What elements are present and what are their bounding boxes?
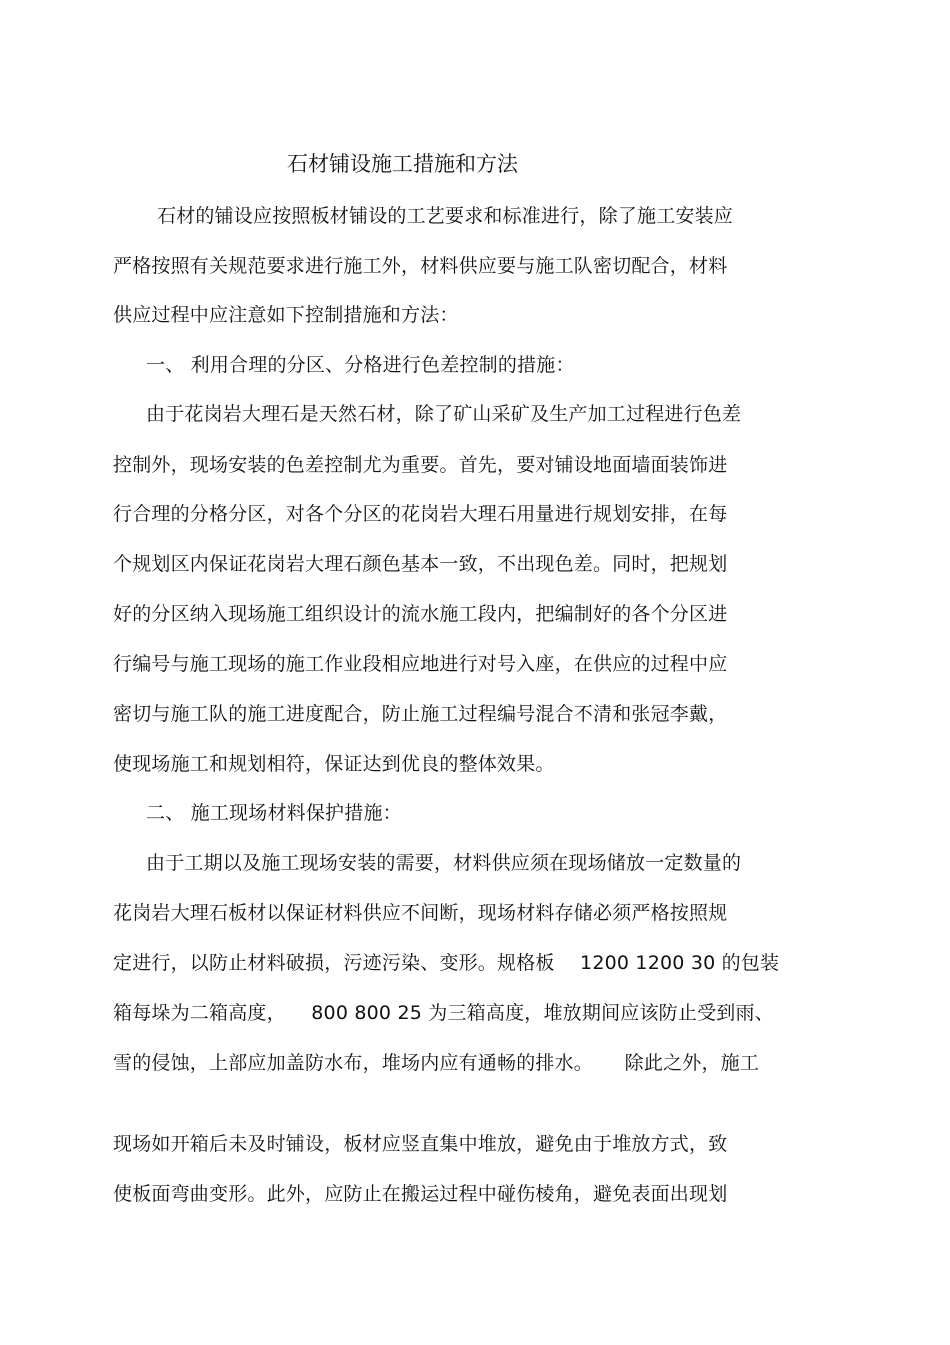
paragraph-line: 花岗岩大理石板材以保证材料供应不间断，现场材料存储必须严格按照规 xyxy=(113,902,728,924)
paragraph-line: 控制外，现场安装的色差控制尤为重要。首先，要对铺设地面墙面装饰进 xyxy=(113,454,728,476)
paragraph-line: 现场如开箱后未及时铺设，板材应竖直集中堆放，避免由于堆放方式，致 xyxy=(113,1133,728,1155)
paragraph-line: 个规划区内保证花岗岩大理石颜色基本一致，不出现色差。同时，把规划 xyxy=(113,553,728,575)
document-title: 石材铺设施工措施和方法 xyxy=(287,152,518,176)
paragraph-line: 使现场施工和规划相符，保证达到优良的整体效果。 xyxy=(113,753,555,775)
paragraph-line: 供应过程中应注意如下控制措施和方法： xyxy=(113,304,459,326)
paragraph-line: 使板面弯曲变形。此外，应防止在搬运过程中碰伤棱角，避免表面出现划 xyxy=(113,1183,728,1205)
paragraph-line: 行编号与施工现场的施工作业段相应地进行对号入座，在供应的过程中应 xyxy=(113,653,728,675)
section-heading: 二、 施工现场材料保护措施： xyxy=(146,802,402,824)
paragraph-line: 定进行，以防止材料破损，污迹污染、变形。规格板 1200 1200 30 的包装 xyxy=(113,952,780,974)
paragraph-line: 严格按照有关规范要求进行施工外，材料供应要与施工队密切配合，材料 xyxy=(113,255,728,277)
paragraph-line: 石材的铺设应按照板材铺设的工艺要求和标准进行，除了施工安装应 xyxy=(157,205,734,227)
paragraph-line: 箱每垛为二箱高度， 800 800 25 为三箱高度，堆放期间应该防止受到雨、 xyxy=(113,1002,774,1024)
paragraph-line: 由于花岗岩大理石是天然石材，除了矿山采矿及生产加工过程进行色差 xyxy=(146,403,742,425)
paragraph-line: 雪的侵蚀，上部应加盖防水布，堆场内应有通畅的排水。 除此之外，施工 xyxy=(113,1052,760,1074)
paragraph-line: 行合理的分格分区，对各个分区的花岗岩大理石用量进行规划安排，在每 xyxy=(113,503,728,525)
section-heading: 一、 利用合理的分区、分格进行色差控制的措施： xyxy=(146,354,575,376)
paragraph-line: 由于工期以及施工现场安装的需要，材料供应须在现场储放一定数量的 xyxy=(146,852,742,874)
paragraph-line: 密切与施工队的施工进度配合，防止施工过程编号混合不清和张冠李戴， xyxy=(113,703,728,725)
paragraph-line: 好的分区纳入现场施工组织设计的流水施工段内，把编制好的各个分区进 xyxy=(113,603,728,625)
